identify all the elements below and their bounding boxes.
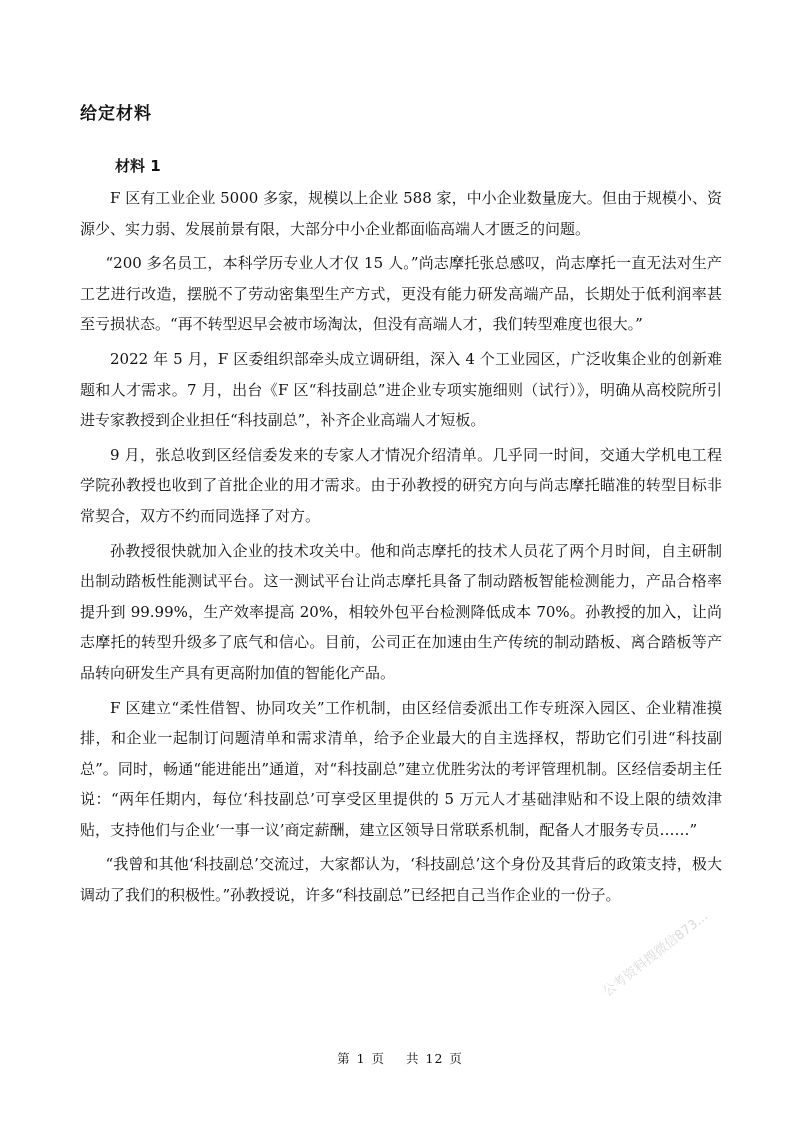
total-unit: 页	[449, 1051, 463, 1066]
paragraph-6: F 区建立“柔性借智、协同攻关”工作机制，由区经信委派出工作专班深入园区、企业精准摸排，和企业一起制订问题清单和需求清单，给予企业最大的自主选择权，帮助它们引进“科技副总”。同时，畅通“能进能出”通道，对“科技副总”建立优胜劣汰的考评管理机制。区经信委胡主任说：“两年任期内，每位‘科技副总’可享受区里提供的 5 万元人才基础津贴和不设上限的绩效津贴，支持他们与企业‘一事一议’商定薪酬，建立区领导日常联系机制，配备人才服务专员……”	[80, 698, 722, 839]
total-pages: 12	[425, 1051, 444, 1066]
page-label-unit: 页	[371, 1051, 386, 1066]
paragraph-5: 孙教授很快就加入企业的技术攻关中。他和尚志摩托的技术人员花了两个月时间，自主研制出制动踏板性能测试平台。这一测试平台让尚志摩托具备了制动踏板智能检测能力，产品合格率提升到 99.99%，生产效率提高 20%，相较外包平台检测降低成本 70%。孙教授的加入，让尚志摩托的转型升级多了底气和信心。目前，公司正在加速由生产传统的制动踏板、离合踏板等产品转向研发生产具有更高附加值的智能化产品。	[80, 541, 722, 682]
page-number: 1	[356, 1051, 366, 1066]
page-footer	[0, 1049, 800, 1067]
total-prefix: 共	[405, 1051, 420, 1066]
paragraph-3: 2022 年 5 月，F 区委组织部牵头成立调研组，深入 4 个工业园区，广泛收集企业的创新难题和人才需求。7 月，出台《F 区“科技副总”进企业专项实施细则（试行）》，明确从高校院所引进专家教授到企业担任“科技副总”，补齐企业高端人才短板。	[80, 349, 722, 430]
section-heading: 给定材料	[80, 104, 152, 124]
material-heading: 材料 1	[115, 157, 161, 175]
paragraph-4: 9 月，张总收到区经信委发来的专家人才情况介绍清单。几乎同一时间，交通大学机电工程学院孙教授也收到了首批企业的用才需求。由于孙教授的研究方向与尚志摩托瞄准的转型目标非常契合，双方不约而同选择了对方。	[80, 445, 722, 525]
paragraph-2: “200 多名员工，本科学历专业人才仅 15 人。”尚志摩托张总感叹，尚志摩托一直无法对生产工艺进行改造，摆脱不了劳动密集型生产方式，更没有能力研发高端产品，长期处于低利润率甚至亏损状态。“再不转型迟早会被市场淘汰，但没有高端人才，我们转型难度也很大。”	[80, 254, 722, 334]
paragraph-1: F 区有工业企业 5000 多家，规模以上企业 588 家，中小企业数量庞大。但由于规模小、资源少、实力弱、发展前景有限，大部分中小企业都面临高端人才匮乏的问题。	[80, 189, 722, 238]
material-body	[80, 183, 722, 915]
watermark: 公考资料搜微信873…	[600, 908, 712, 1000]
page-label-prefix: 第	[337, 1051, 351, 1066]
paragraph-7: “我曾和其他‘科技副总’交流过，大家都认为，‘科技副总’这个身份及其背后的政策支持，极大调动了我们的积极性。”孙教授说，许多“科技副总”已经把自己当作企业的一份子。	[80, 855, 722, 905]
